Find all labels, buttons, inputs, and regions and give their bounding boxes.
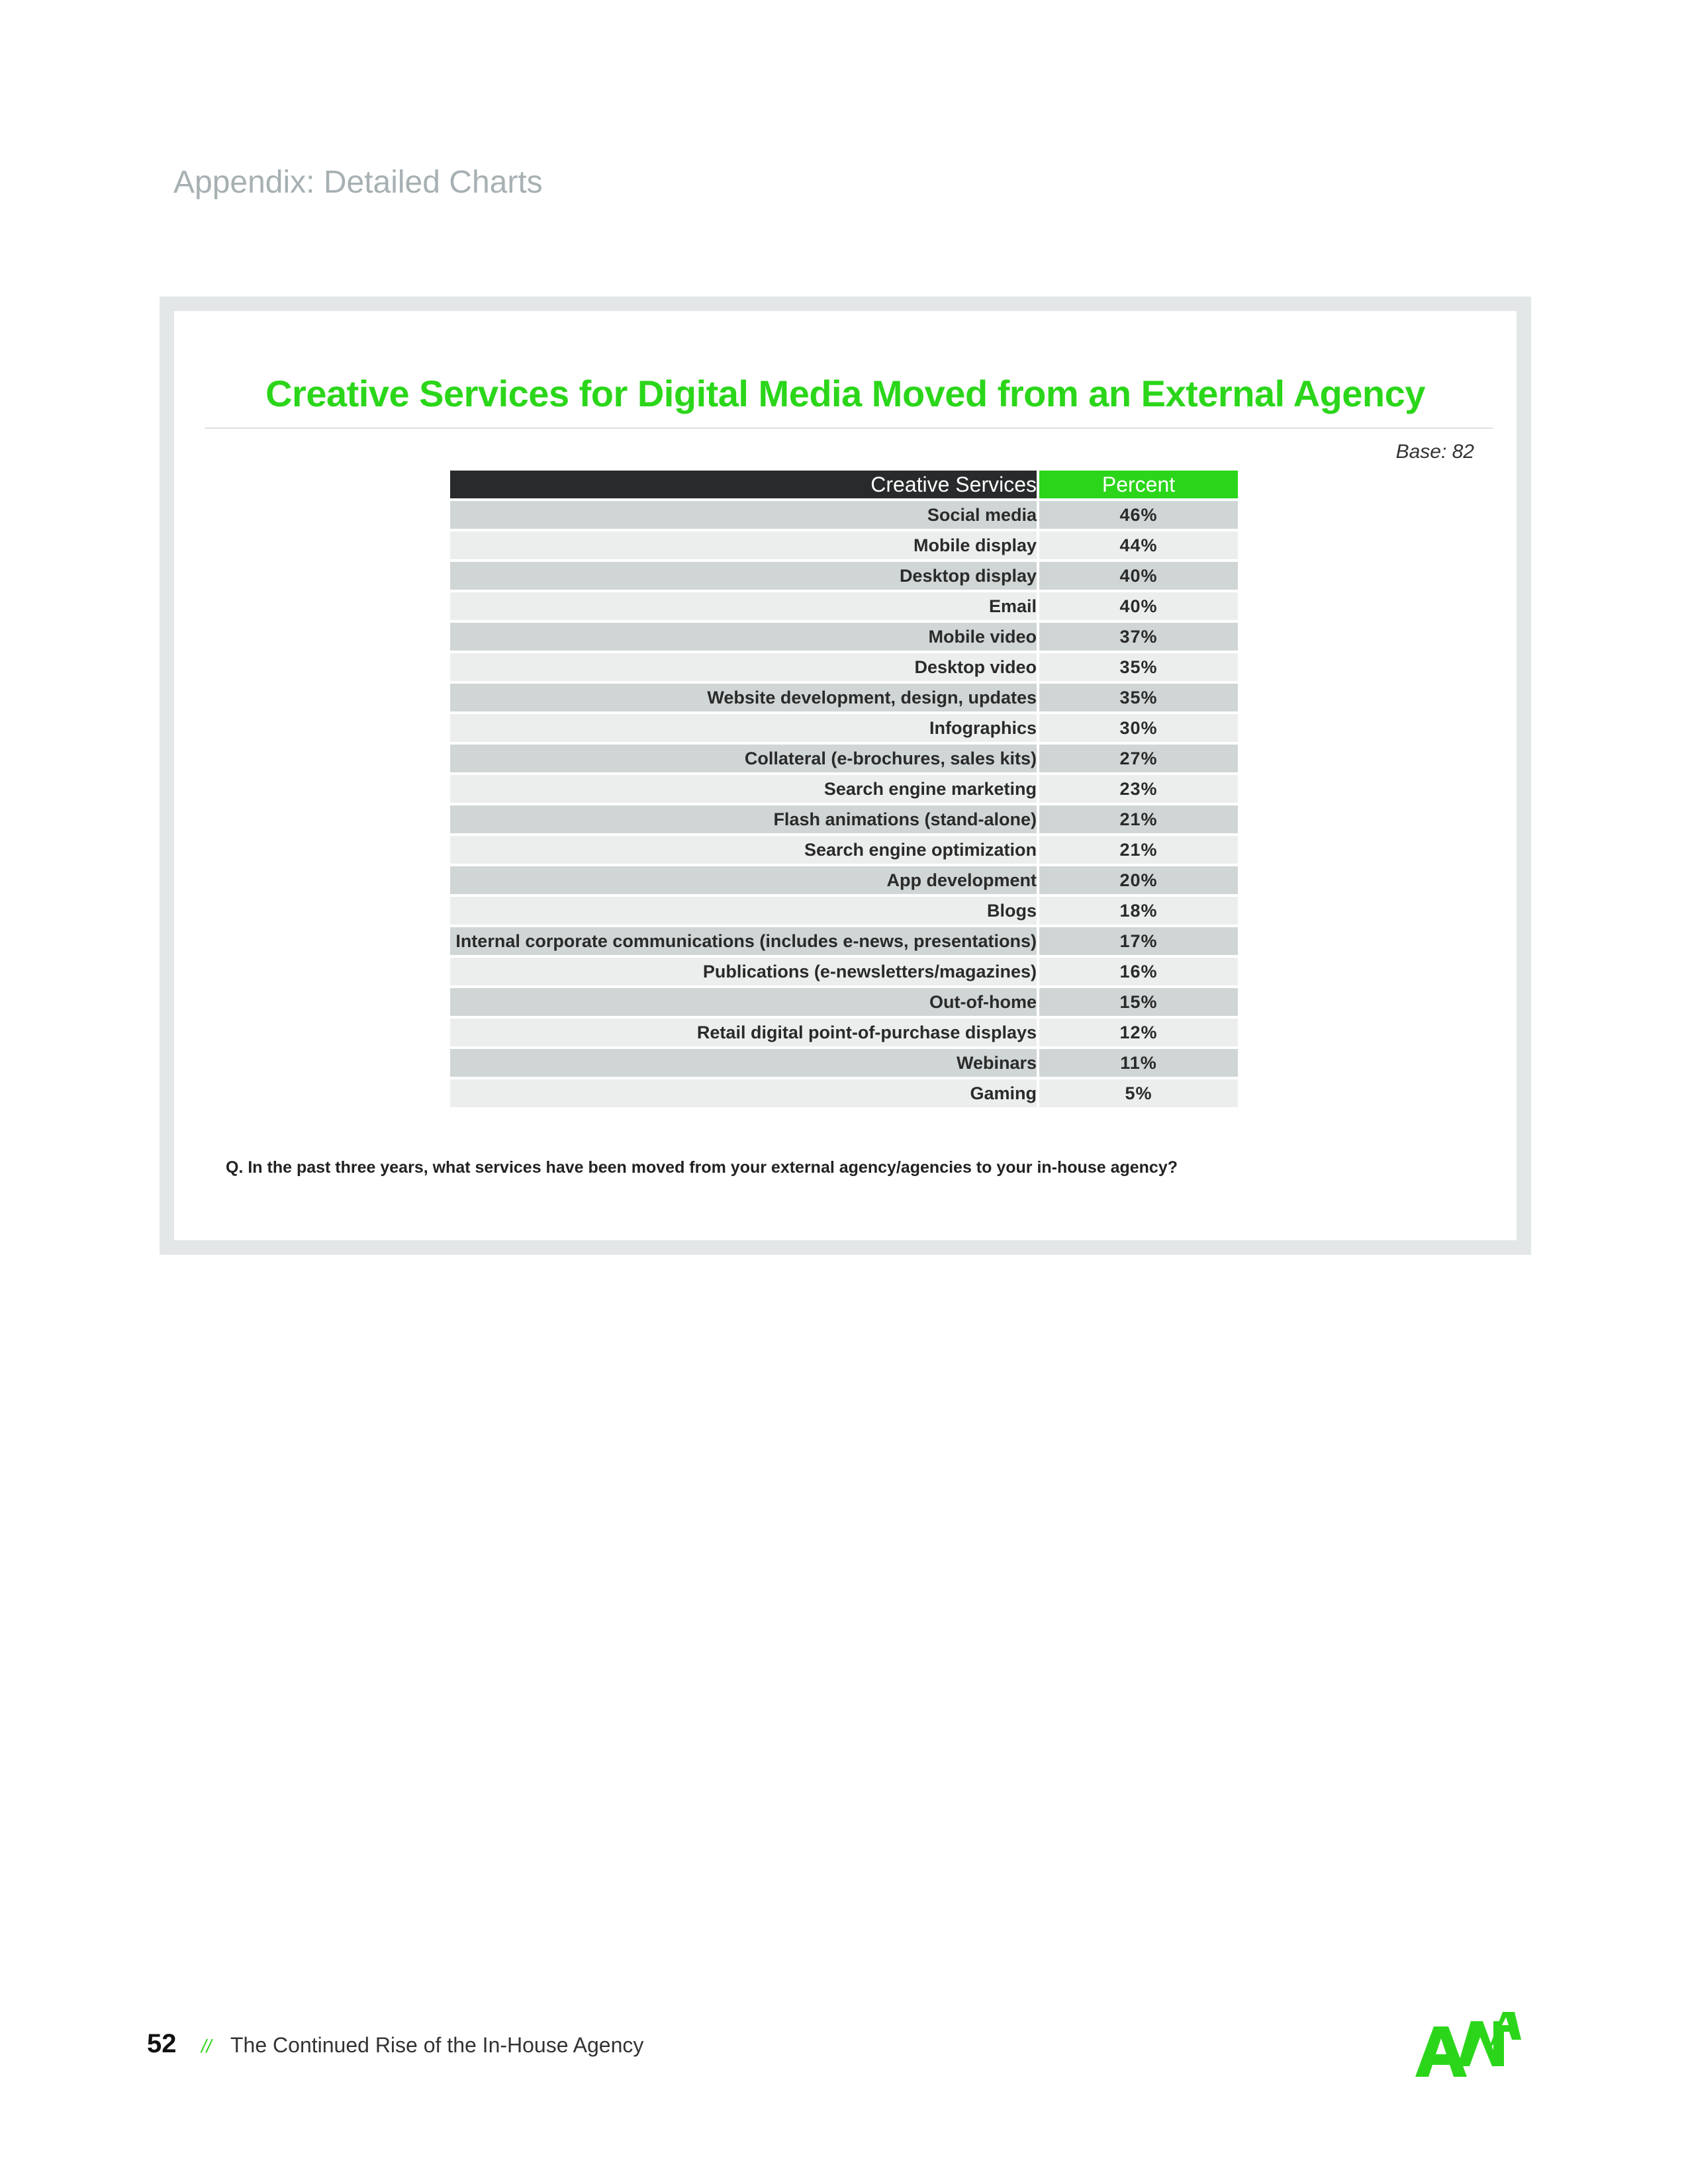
service-label: Website development, design, updates — [450, 684, 1039, 711]
table-row — [450, 714, 1238, 742]
service-percent: 18% — [1039, 897, 1238, 925]
service-percent: 35% — [1039, 653, 1238, 681]
service-label: Infographics — [450, 714, 1039, 742]
service-percent: 37% — [1039, 623, 1238, 651]
table-row — [450, 531, 1238, 559]
footer-separator: // — [201, 2036, 212, 2056]
service-percent: 35% — [1039, 684, 1238, 711]
publication-title: The Continued Rise of the In-House Agency — [230, 2033, 644, 2057]
table-row — [450, 866, 1238, 894]
service-percent: 5% — [1039, 1079, 1238, 1107]
service-label: Gaming — [450, 1079, 1039, 1107]
table-row — [450, 1049, 1238, 1077]
column-header-percent: Percent — [1039, 471, 1238, 498]
table-row — [450, 958, 1238, 985]
table-row — [450, 684, 1238, 711]
service-percent: 40% — [1039, 592, 1238, 620]
service-percent: 21% — [1039, 805, 1238, 833]
service-label: Retail digital point-of-purchase displays — [450, 1019, 1039, 1046]
table-row — [450, 836, 1238, 864]
table-row — [450, 775, 1238, 803]
table-row — [450, 1079, 1238, 1107]
service-label: Publications (e-newsletters/magazines) — [450, 958, 1039, 985]
service-label: Desktop video — [450, 653, 1039, 681]
service-label: Desktop display — [450, 562, 1039, 590]
table-body — [450, 501, 1238, 1107]
service-percent: 40% — [1039, 562, 1238, 590]
title-divider — [205, 428, 1493, 429]
service-label: Flash animations (stand-alone) — [450, 805, 1039, 833]
service-label: Search engine marketing — [450, 775, 1039, 803]
service-label: Email — [450, 592, 1039, 620]
service-percent: 30% — [1039, 714, 1238, 742]
service-label: Blogs — [450, 897, 1039, 925]
service-percent: 44% — [1039, 531, 1238, 559]
chart-frame — [160, 296, 1531, 1255]
service-label: Mobile video — [450, 623, 1039, 651]
service-label: Collateral (e-brochures, sales kits) — [450, 745, 1039, 772]
services-table — [450, 468, 1238, 1110]
survey-question: Q. In the past three years, what services have been moved from your external agency/agencies to your in-house agency? — [226, 1158, 1178, 1177]
service-label: Search engine optimization — [450, 836, 1039, 864]
service-label: Mobile display — [450, 531, 1039, 559]
appendix-title: Appendix: Detailed Charts — [173, 165, 543, 200]
table-row — [450, 501, 1238, 529]
table-row — [450, 653, 1238, 681]
service-label: Social media — [450, 501, 1039, 529]
service-percent: 12% — [1039, 1019, 1238, 1046]
chart-panel — [174, 311, 1517, 1240]
service-percent: 46% — [1039, 501, 1238, 529]
table-row — [450, 897, 1238, 925]
table-row — [450, 805, 1238, 833]
page-number: 52 — [147, 2029, 177, 2058]
table-row — [450, 745, 1238, 772]
table-header-row — [450, 471, 1238, 498]
table-row — [450, 988, 1238, 1016]
table-row — [450, 1019, 1238, 1046]
service-percent: 23% — [1039, 775, 1238, 803]
base-note: Base: 82 — [1395, 441, 1474, 463]
table-row — [450, 623, 1238, 651]
column-header-services: Creative Services — [450, 471, 1039, 498]
service-label: Webinars — [450, 1049, 1039, 1077]
service-label: Out-of-home — [450, 988, 1039, 1016]
service-percent: 21% — [1039, 836, 1238, 864]
service-label: Internal corporate communications (includes e-news, presentations) — [450, 927, 1039, 955]
service-label: App development — [450, 866, 1039, 894]
service-percent: 15% — [1039, 988, 1238, 1016]
ana-logo — [1415, 2011, 1521, 2083]
table-row — [450, 592, 1238, 620]
chart-title: Creative Services for Digital Media Moved from an External Agency — [265, 373, 1425, 414]
table-row — [450, 927, 1238, 955]
table-row — [450, 562, 1238, 590]
service-percent: 20% — [1039, 866, 1238, 894]
service-percent: 17% — [1039, 927, 1238, 955]
service-percent: 16% — [1039, 958, 1238, 985]
service-percent: 27% — [1039, 745, 1238, 772]
service-percent: 11% — [1039, 1049, 1238, 1077]
